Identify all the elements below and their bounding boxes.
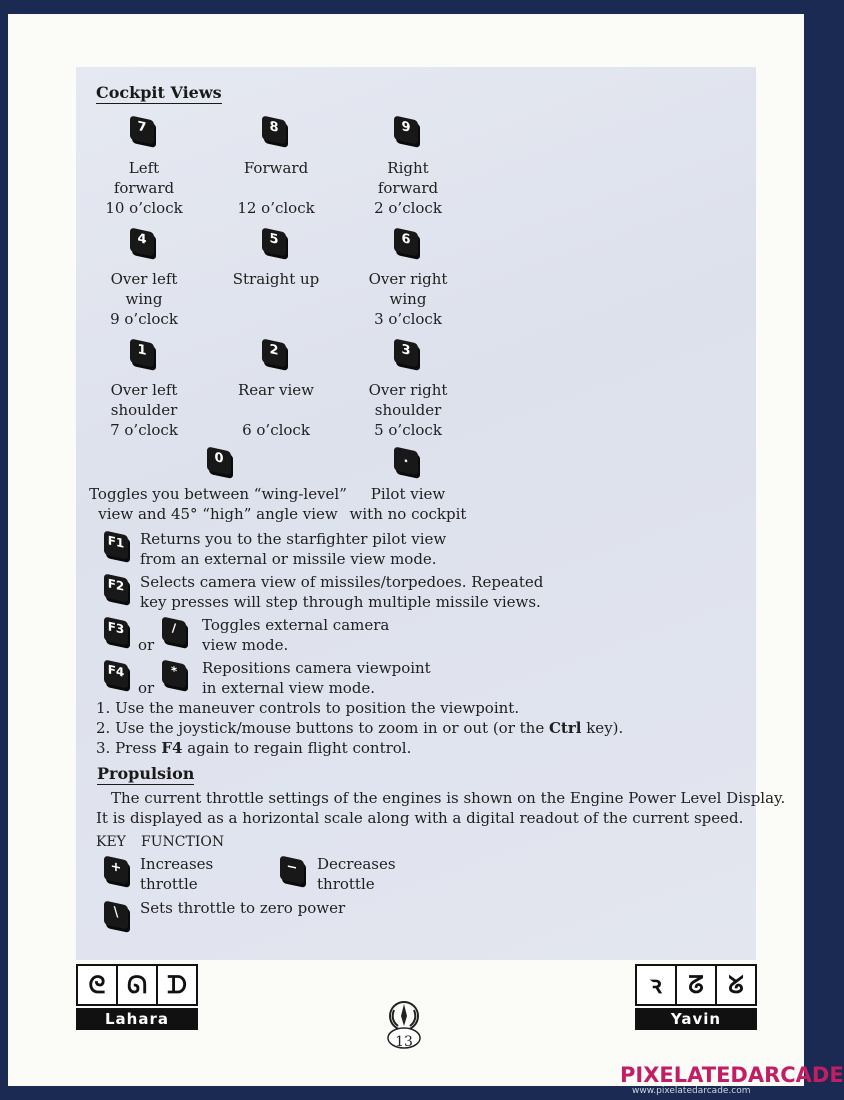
key-slash-icon: / (162, 616, 186, 645)
or-label: or (138, 679, 155, 697)
key-minus-icon: − (280, 855, 304, 884)
function-column-header: FUNCTION (141, 834, 225, 850)
yavin-label: Yavin (635, 1008, 757, 1030)
view-left-forward: Left forward 10 o’clock (105, 159, 183, 217)
watermark-title: PIXELATEDARCADE (620, 1063, 844, 1087)
key-3-icon: 3 (394, 338, 418, 367)
or-label: or (138, 636, 155, 654)
f1-description: Returns you to the starfighter pilot view from an external or missile view mode. (140, 530, 447, 568)
step-3: 3. Press F4 again to regain flight control. (96, 739, 412, 757)
key-0-icon: 0 (207, 446, 231, 475)
propulsion-para-line-1: The current throttle settings of the engines is shown on the Engine Power Level Display. (111, 789, 786, 807)
step-2: 2. Use the joystick/mouse buttons to zoom in or out (or the Ctrl key). (96, 719, 624, 737)
cockpit-views-heading: Cockpit Views (96, 83, 222, 102)
view-over-left-shoulder: Over left shoulder 7 o’clock (110, 381, 178, 439)
view-rear: Rear view 6 o’clock (237, 381, 315, 439)
watermark-url: www.pixelatedarcade.com (632, 1086, 751, 1096)
key-f1-icon: F1 (104, 530, 128, 559)
page-number: 13 (395, 1034, 413, 1050)
yavin-glyphs: ꝛ ᘔ ᘜ (635, 964, 757, 1006)
key-9-icon: 9 (394, 115, 418, 144)
view-over-left-wing: Over left wing 9 o’clock (110, 270, 178, 328)
key-8-icon: 8 (262, 115, 286, 144)
step-1: 1. Use the maneuver controls to position the viewpoint. (96, 699, 520, 717)
lahara-glyphs: ᘓ ᘏ ᗪ (76, 964, 198, 1006)
key-7-icon: 7 (130, 115, 154, 144)
key-dot-icon: . (394, 446, 418, 475)
key-plus-icon: + (104, 855, 128, 884)
key-f4-icon: F4 (104, 659, 128, 688)
f2-description: Selects camera view of missiles/torpedoes. Repeated key presses will step through multiple missile views. (140, 573, 544, 611)
view-forward: Forward 12 o’clock (237, 159, 315, 217)
key-f2-icon: F2 (104, 573, 128, 602)
key-2-icon: 2 (262, 338, 286, 367)
f3-description: Toggles external camera view mode. (202, 616, 390, 654)
key-1-icon: 1 (130, 338, 154, 367)
increase-throttle-text: Increases throttle (140, 855, 214, 893)
key-backslash-icon: \ (104, 900, 128, 929)
propulsion-para-line-2: It is displayed as a horizontal scale along with a digital readout of the current speed. (96, 809, 744, 827)
pilot-view-text: Pilot view with no cockpit (349, 485, 467, 523)
f4-description: Repositions camera viewpoint in external view mode. (202, 659, 431, 697)
key-f3-icon: F3 (104, 616, 128, 645)
view-over-right-shoulder: Over right shoulder 5 o’clock (368, 381, 448, 439)
view-right-forward: Right forward 2 o’clock (374, 159, 442, 217)
lahara-label: Lahara (76, 1008, 198, 1030)
key-asterisk-icon: * (162, 659, 186, 688)
propulsion-heading: Propulsion (97, 764, 195, 783)
view-over-right-wing: Over right wing 3 o’clock (368, 270, 448, 328)
key-5-icon: 5 (262, 227, 286, 256)
key-4-icon: 4 (130, 227, 154, 256)
key-6-icon: 6 (394, 227, 418, 256)
toggle-wing-level-text: Toggles you between “wing-level” view and 45° “high” angle view (89, 485, 347, 523)
decrease-throttle-text: Decreases throttle (317, 855, 396, 893)
key-column-header: KEY (96, 834, 126, 850)
view-straight-up: Straight up (232, 270, 320, 288)
zero-throttle-text: Sets throttle to zero power (140, 899, 346, 917)
